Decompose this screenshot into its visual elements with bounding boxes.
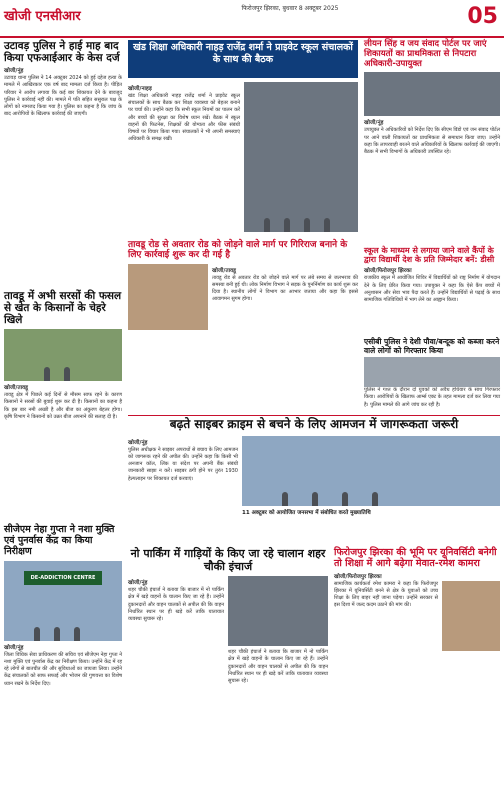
byline: खोजी/नूंह <box>364 120 384 127</box>
farm-photo <box>4 329 122 381</box>
byline: खोजी/नूंह <box>4 68 24 75</box>
lead-headline-banner <box>128 40 358 78</box>
byline: खोजी/तावडू <box>4 385 28 392</box>
story-mustard <box>4 290 122 436</box>
story-university <box>334 548 500 731</box>
body-text: उटावड़ थाना पुलिस ने 14 अक्टूबर 2024 को हुई दहेज हत्या के मामले में आखिरकार एक वर्ष बाद मामला दर्ज किया है। पीड़ित परिवार ने आरोप लगाया कि कई बार शिकायत देने के बावजूद पुलिस ने कार्रवाई नहीं की। मामले में पति सहित ससुराल पक्ष के लोगों को नामजद किया गया है। पुलिस का कहना है कि जांच के बाद आरोपियों के खिलाफ कार्रवाई की जाएगी। <box>4 75 122 118</box>
story-utawad <box>4 40 122 245</box>
body-text-continued: शहर चौकी इंचार्ज ने बताया कि बाजार में नो पार्किंग क्षेत्र में खड़े वाहनों के चालान किए जा रहे हैं। उन्होंने दुकानदारों और वाहन चालकों से अपील की कि वाहन निर्धारित स्थान पर ही खड़े करें ताकि यातायात व्यवस्था सुचारू रहे। <box>228 649 328 685</box>
body-text: शहर चौकी इंचार्ज ने बताया कि बाजार में नो पार्किंग क्षेत्र में खड़े वाहनों के चालान किए जा रहे हैं। उन्होंने दुकानदारों और वाहन चालकों से अपील की कि वाहन निर्धारित स्थान पर ही खड़े करें ताकि यातायात व्यवस्था सुचारू रहे। <box>128 587 224 623</box>
story-police-arrest <box>364 337 500 408</box>
page-number: 05 <box>467 4 498 29</box>
centre-sign: DE-ADDICTION CENTRE <box>24 571 102 585</box>
headline: स्कूल के माध्यम से लगाया जाने वाले कैंपों के द्वारा विद्यार्थी देश के प्रति जिम्मेदार बनें: डीसी <box>364 246 495 265</box>
headline: लीयन सिंह व जय संवाद पोर्टल पर जाएं शिकायतों का प्राथमिकता से निपटारा अधिकारी-उपायुक्त <box>364 39 487 69</box>
story-no-parking <box>128 548 328 783</box>
body-text: सामाजिक कार्यकर्ता रमेश कामरा ने कहा कि फिरोजपुर झिरका में यूनिवर्सिटी बनने से क्षेत्र के युवाओं को उच्च शिक्षा के लिए बाहर नहीं जाना पड़ेगा। उन्होंने सरकार से इस दिशा में जल्द कदम उठाने की मांग की। <box>334 580 438 609</box>
headline: नो पार्किंग में गाड़ियों के किए जा रहे चालान शहर चौकी इंचार्ज <box>130 547 326 573</box>
headline: फिरोजपुर झिरका की भूमि पर यूनिवर्सिटी बनेगी तो शिक्षा में आगे बढ़ेगा मेवात-रमेश कामरा <box>334 547 497 569</box>
masthead <box>0 0 504 38</box>
deaddiction-photo <box>4 561 122 641</box>
headline: उटावड़ पुलिस ने हाई माह बाद किया एफआईआर के केस दर्ज <box>4 40 120 65</box>
officials-photo <box>364 72 500 116</box>
body-text: राजकीय स्कूल में आयोजित शिविर में विद्यार्थियों को राष्ट्र निर्माण में योगदान देने के लिए प्रेरित किया गया। उपायुक्त ने कहा कि ऐसे कैंप बच्चों में अनुशासन और सेवा भाव पैदा करते हैं। उन्होंने विद्यार्थियों से पढ़ाई के साथ सामाजिक गतिविधियों में भाग लेने का आह्वान किया। <box>364 275 500 303</box>
traffic-photo <box>228 576 328 646</box>
byline: खोजी/नूंह <box>128 580 148 587</box>
story-jan-samvad <box>364 40 500 255</box>
newspaper-brand: खोजी एनसीआर <box>4 9 81 24</box>
byline: खोजी/फिरोजपुर झिरका <box>334 573 382 580</box>
story-tavdu-road <box>128 240 358 343</box>
body-text: जिला विधिक सेवा प्राधिकरण की सचिव एवं सीजेएम नेहा गुप्ता ने नशा मुक्ति एवं पुनर्वास केंद्र का निरीक्षण किया। उन्होंने केंद्र में रह रहे लोगों से बातचीत की और सुविधाओं का जायजा लिया। उन्होंने केंद्र संचालकों को साफ सफाई और भोजन की गुणवत्ता का विशेष ध्यान रखने के निर्देश दिए। <box>4 651 122 687</box>
byline: खोजी/नूंह <box>4 644 24 651</box>
body-text: तावडू रोड से अवतार रोड को जोड़ने वाले मार्ग पर लंबे समय से जलभराव की समस्या बनी हुई थी। लोक निर्माण विभाग ने सड़क के पुनर्निर्माण का कार्य शुरू कर दिया है। स्थानीय लोगों ने विभाग का आभार जताया और कहा कि इससे आवागमन सुगम होगा। <box>212 274 358 303</box>
headline: तावडू में अभी सरसों की फसल से खेत के किसानों के चेहरे खिले <box>4 290 122 327</box>
photo-caption: 11 अक्टूबर को आयोजित जनसभा में संबोधित करते मुख्यातिथि <box>242 509 371 516</box>
body-text: खंड शिक्षा अधिकारी नाहड़ राजेंद्र शर्मा ने प्राइवेट स्कूल संचालकों के साथ बैठक कर शिक्षा व्यवस्था को बेहतर बनाने पर चर्चा की। उन्होंने कहा कि सभी स्कूल नियमों का पालन करें और बच्चों की सुरक्षा का विशेष ध्यान रखें। बैठक में स्कूल वाहनों की फिटनेस, शिक्षकों की योग्यता और फीस संबंधी विषयों पर विचार किया गया। संचालकों ने भी अपनी समस्याएं अधिकारी के समक्ष रखीं। <box>128 93 240 143</box>
seminar-photo <box>242 436 500 506</box>
portrait-photo <box>442 581 500 651</box>
story-cjem <box>4 525 122 782</box>
byline: खोजी/नाहड़ <box>128 86 152 92</box>
meeting-photo <box>244 82 358 232</box>
byline: खोजी/फिरोजपुर झिरका <box>364 268 412 275</box>
body-text: पुलिस ने गश्त के दौरान दो युवकों को अवैध हथियार के साथ गिरफ्तार किया। आरोपियों के खिलाफ आर्म्स एक्ट के तहत मामला दर्ज कर लिया गया है। पुलिस मामले की आगे जांच कर रही है। <box>364 387 500 408</box>
headline: एसीबी पुलिस ने देशी पौवा/बन्दूक को कब्जा करने वाले लोगों को गिरफ्तार किया <box>364 337 500 355</box>
date-line: फिरोजपुर झिरका, बुधवार 8 अक्टूबर 2025 <box>241 5 339 12</box>
lead-headline: खंड शिक्षा अधिकारी नाहड़ राजेंद्र शर्मा ने प्राइवेट स्कूल संचालकों के साथ की बैठक <box>133 42 353 65</box>
arrest-photo <box>364 357 500 387</box>
headline: बढ़ते साइबर क्राइम से बचने के लिए आमजन में जागरूकता जरूरी <box>169 417 459 431</box>
byline: खोजी/नूंह <box>128 439 148 446</box>
body-text: पुलिस अधीक्षक ने साइबर अपराधों से बचाव के लिए आमजन को जागरूक रहने की अपील की। उन्होंने कहा कि किसी भी अनजान कॉल, लिंक या संदेश पर अपनी बैंक संबंधी जानकारी साझा न करें। साइबर ठगी होने पर तुरंत 1930 हेल्पलाइन पर शिकायत दर्ज करवाएं। <box>128 446 238 482</box>
story-lead <box>128 82 358 243</box>
body-text: तावडू क्षेत्र में पिछले कई दिनों से मौसम साफ रहने के कारण किसानों ने सरसों की बुवाई शुरू कर दी है। किसानों का कहना है कि इस बार नमी अच्छी है और बीज का अंकुरण बेहतर होगा। कृषि विभाग ने किसानों को उन्नत बीज अपनाने की सलाह दी है। <box>4 392 122 420</box>
story-cyber <box>128 418 500 531</box>
divider <box>128 415 500 416</box>
body-text: उपायुक्त ने अधिकारियों को निर्देश दिए कि सीएम विंडो एवं जन संवाद पोर्टल पर आने वाली शिकायतों का प्राथमिकता से समाधान किया जाए। उन्होंने कहा कि लापरवाही बरतने वाले अधिकारियों के खिलाफ कार्रवाई की जाएगी। बैठक में सभी विभागों के अधिकारी उपस्थित रहे। <box>364 127 500 155</box>
headline: तावडू रोड से अवतार रोड को जोड़ने वाले मार्ग पर गिरिराज बनाने के लिए कार्रवाई शुरू कर दी गई है <box>128 240 348 261</box>
road-photo <box>128 264 208 330</box>
byline: खोजी/तावडू <box>212 267 236 274</box>
story-school-camp <box>364 246 500 313</box>
headline: सीजेएम नेहा गुप्ता ने नशा मुक्ति एवं पुनर्वास केंद्र का किया निरीक्षण <box>4 524 115 557</box>
